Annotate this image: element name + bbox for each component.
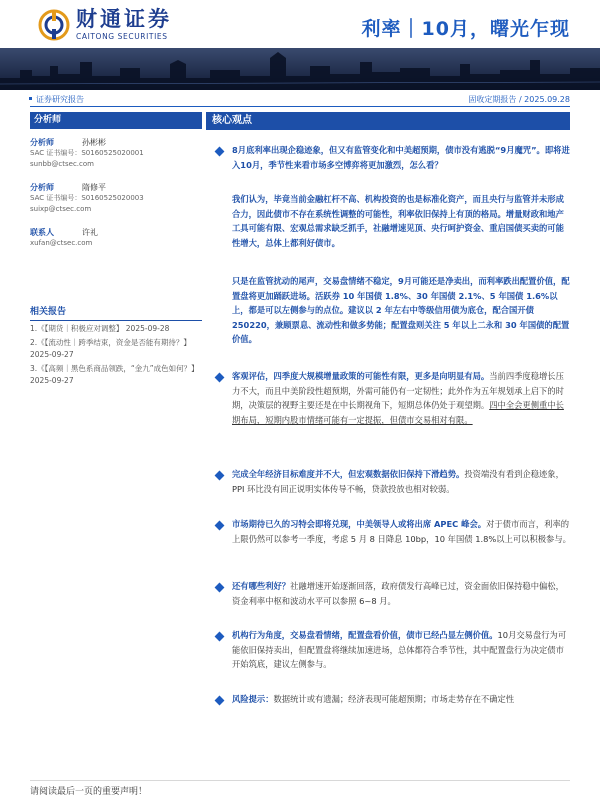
core-point-3: 只是在监管扰动的尾声，交易盘情绪不稳定，9月可能还是净卖出，而利率跌出配置价值，配置盘将更加踊跃进场。活跃券 10 年国债 1.8%、30 年国债 2.1%、5 年国债 1.6%以上，都是可以左侧参与的点位。建议以 2 年左右中等级信用债为底仓，配合国开债 250220，兼顾票息、流动性和做多势能；配置盘则关注 5 年以上二永和 30 年国债的配置价值。 [232,276,570,344]
bullet-diamond-icon [215,632,225,642]
core-view-bar: 核心观点 [206,112,570,130]
footer-divider [30,780,570,781]
core-point-2: 我们认为，毕竟当前金融杠杆不高、机构投资的也是标准化资产，而且央行与监管并未形成合力，因此债市不存在系统性调整的可能性，利率依旧保持上有顶的格局。增量财政和地产工具可能有限、宏观总需求缺乏抓手，社融增速见顶、央行呵护资金、重启国债买卖的可能性增大，总体上都利好债市。 [232,194,564,248]
related-report-link[interactable]: 2.《【流动性｜跨季结束，资金是否能有期待？】 2025-09-27 [30,338,191,359]
report-subheader [30,92,570,106]
related-report-link[interactable]: 3.《【高频｜黑色系商品领跌，“金九”成色如何？】 2025-09-27 [30,364,199,385]
analyst-cert: SAC 证书编号：S0160525020001 [30,149,144,157]
company-logo [38,8,172,41]
analyst-card [30,137,202,170]
bullet-diamond-icon [215,521,225,531]
subheader-divider [30,106,570,107]
analyst-name: 隋修平 [82,183,106,192]
report-type-label: 证券研究报告 [36,95,84,104]
report-date-label: 固收定期报告 / 2025.09.28 [468,95,570,104]
analyst-cert: SAC 证书编号：S0160525020003 [30,194,144,202]
caitong-logo-icon [38,9,70,41]
city-skyline-banner [0,48,600,90]
core-point-7: 还有哪些利好？社融增速开始逐渐回落，政府债发行高峰已过，资金面依旧保持稳中偏松，资金利率中枢和波动水平可以参照 6~8 月。 [232,581,564,606]
bullet-diamond-icon [215,583,225,593]
logo-chinese-name: 财通证券 [76,7,172,31]
analyst-role: 分析师 [30,183,54,192]
contact-role: 联系人 [30,228,54,237]
bullet-diamond-icon [215,696,225,706]
report-title: 利率｜10月，曙光乍现 [361,18,570,40]
analyst-email[interactable]: sunbb@ctsec.com [30,160,94,168]
core-point-4: 客观评估，四季度大规模增量政策的可能性有限，更多是向明显有局。当前四季度稳增长压力不大，而且中美阶段性超预期，外需可能仍有一定韧性；此外作为五年规划承上启下的时期，决策层的视野主要还是在中长期视角下，短期总体仍处于观望期。四中全会更侧重中长期布局，短期内股市情绪可能有一定提振，但债市交易相对有限。 [232,371,564,425]
logo-english-name: CAITONG SECURITIES [76,32,168,41]
contact-email[interactable]: xufan@ctsec.com [30,239,93,247]
bullet-diamond-icon [215,471,225,481]
core-point-5: 完成全年经济目标难度并不大，但宏观数据依旧保持下滑趋势。投资端没有看到企稳迹象，PPI 环比没有回正说明实体传导不畅，贷款投放也相对较弱。 [232,469,564,494]
risk-warning: 风险提示：数据统计或有遗漏；经济表现可能超预期；市场走势存在不确定性 [232,694,515,704]
contact-card [30,227,202,249]
core-point-8: 机构行为角度，交易盘看情绪，配置盘看价值，债市已经凸显左侧价值。10月交易盘行为可能依旧保持卖出，但配置盘将继续加速进场，总体都符合季节性，其中配置盘行为决定债市开始筑底，建议左侧参与。 [232,630,567,669]
contact-name: 许礼 [82,228,98,237]
bullet-diamond-icon [215,373,225,383]
bullet-diamond-icon [215,147,225,157]
related-report-link[interactable]: 1.《【期货｜积极应对调整】 2025-09-28 [30,324,170,333]
related-reports [30,304,202,387]
core-point-1: 8月底利率出现企稳迹象，但又有监管变化和中美超预期，债市没有逃脱“9月魔咒”。即将进入10月，季节性来看市场多空博弈将更加激烈，怎么看？ [232,145,570,170]
analyst-panel [30,112,202,249]
related-reports-title: 相关报告 [30,304,202,321]
analyst-section-bar: 分析师 [30,112,202,129]
report-header [0,0,600,92]
analyst-role: 分析师 [30,138,54,147]
analyst-email[interactable]: suixp@ctsec.com [30,205,92,213]
disclaimer-note: 请阅读最后一页的重要声明！ [30,787,148,797]
analyst-name: 孙彬彬 [82,138,106,147]
core-point-6: 市场期待已久的习特会即将兑现，中美领导人或将出席 APEC 峰会。对于债市而言，利率的上限仍然可以参考一季度，考虑 5 月 8 日降息 10bp，10 年国债 1.8%以上可以积极参与。 [232,519,571,544]
analyst-card [30,182,202,215]
